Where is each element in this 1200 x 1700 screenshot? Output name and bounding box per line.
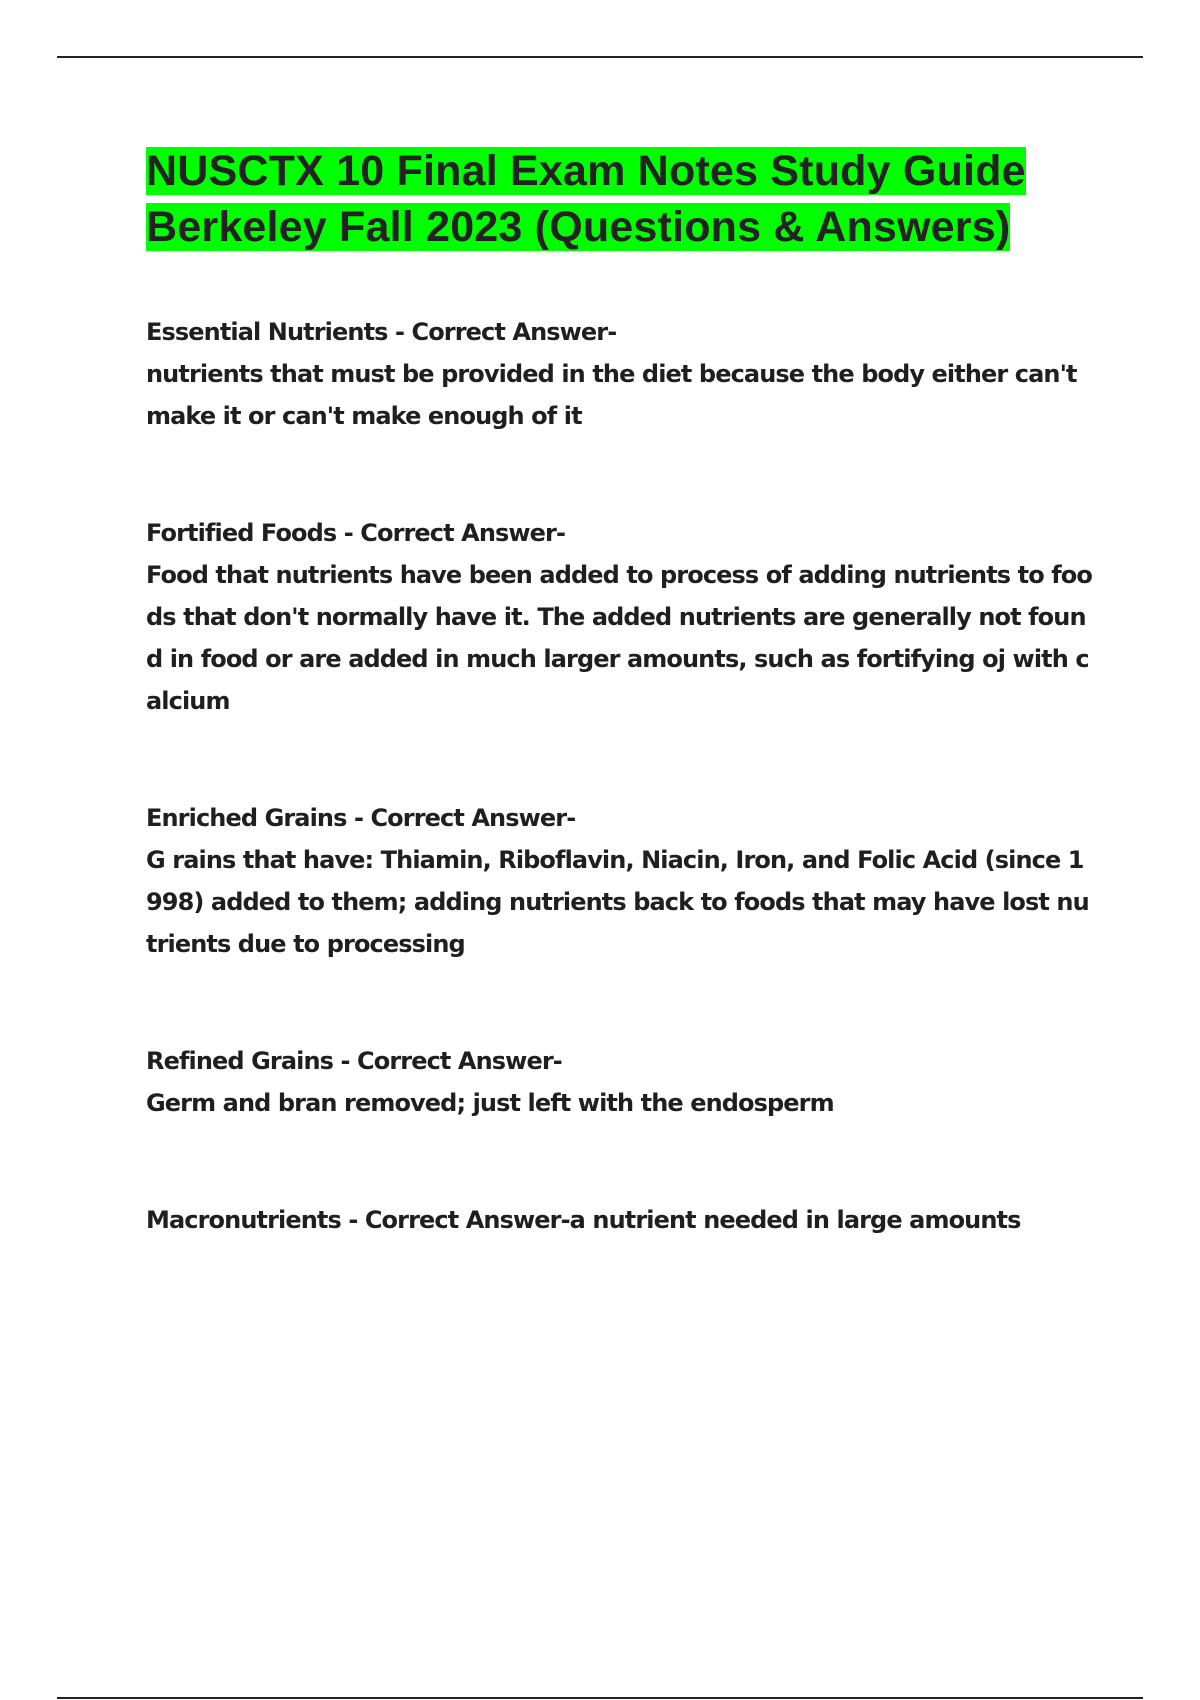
qa-term: Macronutrients - Correct Answer- (146, 1206, 570, 1234)
qa-answer: Food that nutrients have been added to process of adding nutrients to foods that don't normally have it. The added nutrients are generally not found in food or are added in much larger amounts, such as fortifying oj with calcium (146, 561, 1092, 715)
qa-term: Fortified Foods - Correct Answer- (146, 519, 566, 547)
qa-entry (146, 311, 1096, 437)
qa-entry (146, 797, 1096, 965)
document-title (146, 143, 1096, 255)
qa-term: Refined Grains - Correct Answer- (146, 1047, 562, 1075)
header-rule (57, 56, 1143, 58)
qa-term: Essential Nutrients - Correct Answer- (146, 318, 617, 346)
qa-term: Enriched Grains - Correct Answer- (146, 804, 576, 832)
qa-entry (146, 1199, 1096, 1241)
qa-entry (146, 1040, 1096, 1124)
qa-answer: a nutrient needed in large amounts (569, 1206, 1021, 1234)
qa-entry (146, 512, 1096, 722)
qa-answer: nutrients that must be provided in the diet because the body either can't make it or can't make enough of it (146, 360, 1077, 430)
qa-answer: G rains that have: Thiamin, Riboflavin, Niacin, Iron, and Folic Acid (since 1998) added to them; adding nutrients back to foods that may have lost nutrients due to processing (146, 846, 1089, 958)
qa-answer: Germ and bran removed; just left with the endosperm (146, 1089, 834, 1117)
title-highlight: NUSCTX 10 Final Exam Notes Study Guide Berkeley Fall 2023 (Questions & Answers) (146, 147, 1026, 251)
footer-rule (57, 1697, 1143, 1699)
document-body (146, 143, 1096, 1241)
